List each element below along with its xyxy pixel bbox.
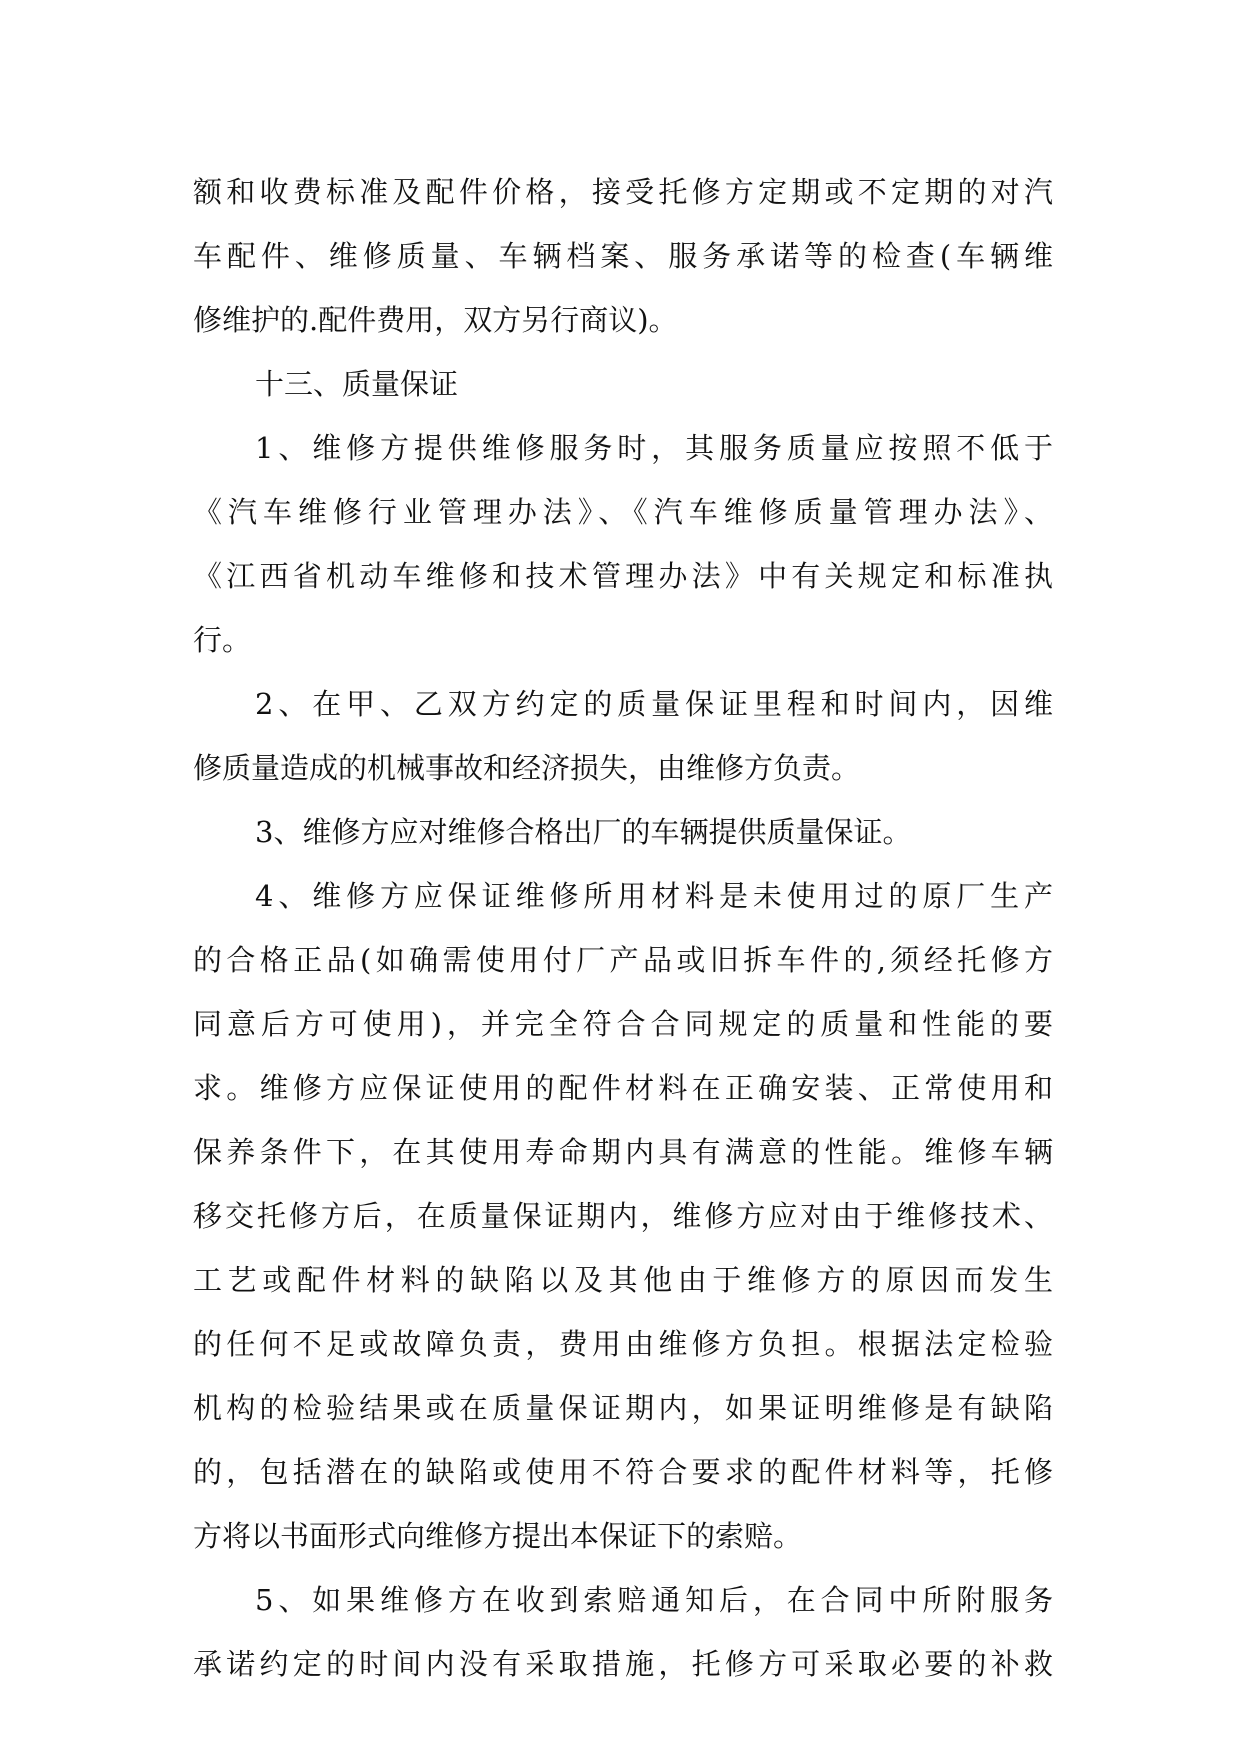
- text-line: 的合格正品(如确需使用付厂产品或旧拆车件的,须经托修方: [193, 943, 1053, 977]
- text-line: 同意后方可使用)，并完全符合合同规定的质量和性能的要: [193, 1007, 1053, 1041]
- text-line: 修维护的.配件费用，双方另行商议)。: [193, 303, 678, 337]
- text-line: 移交托修方后，在质量保证期内，维修方应对由于维修技术、: [193, 1199, 1053, 1233]
- text-line: 保养条件下，在其使用寿命期内具有满意的性能。维修车辆: [193, 1135, 1053, 1169]
- text-line: 机构的检验结果或在质量保证期内，如果证明维修是有缺陷: [193, 1391, 1053, 1425]
- text-line: 的任何不足或故障负责，费用由维修方负担。根据法定检验: [193, 1327, 1053, 1361]
- text-line: 方将以书面形式向维修方提出本保证下的索赔。: [193, 1519, 803, 1553]
- text-line: 5、如果维修方在收到索赔通知后，在合同中所附服务: [255, 1583, 1053, 1617]
- text-line: 求。维修方应保证使用的配件材料在正确安装、正常使用和: [193, 1071, 1053, 1105]
- text-line: 十三、质量保证: [255, 367, 459, 401]
- document-body: [193, 160, 1053, 1696]
- text-line: 2、在甲、乙双方约定的质量保证里程和时间内，因维: [255, 687, 1053, 721]
- text-line: 承诺约定的时间内没有采取措施，托修方可采取必要的补救: [193, 1647, 1053, 1681]
- text-line: 3、维修方应对维修合格出厂的车辆提供质量保证。: [255, 815, 912, 849]
- text-line: 《江西省机动车维修和技术管理办法》中有关规定和标准执: [193, 559, 1053, 593]
- text-line: 4、维修方应保证维修所用材料是未使用过的原厂生产: [255, 879, 1053, 913]
- text-line: 额和收费标准及配件价格，接受托修方定期或不定期的对汽: [193, 175, 1053, 209]
- text-line: 车配件、维修质量、车辆档案、服务承诺等的检查(车辆维: [193, 239, 1053, 273]
- text-line: 的，包括潜在的缺陷或使用不符合要求的配件材料等，托修: [193, 1455, 1053, 1489]
- text-line: 行。: [193, 623, 252, 657]
- text-line: 《汽车维修行业管理办法》、《汽车维修质量管理办法》、: [193, 495, 1053, 529]
- text-line: 修质量造成的机械事故和经济损失，由维修方负责。: [193, 751, 861, 785]
- text-line: 工艺或配件材料的缺陷以及其他由于维修方的原因而发生: [193, 1263, 1053, 1297]
- text-line: 1、维修方提供维修服务时，其服务质量应按照不低于: [255, 431, 1053, 465]
